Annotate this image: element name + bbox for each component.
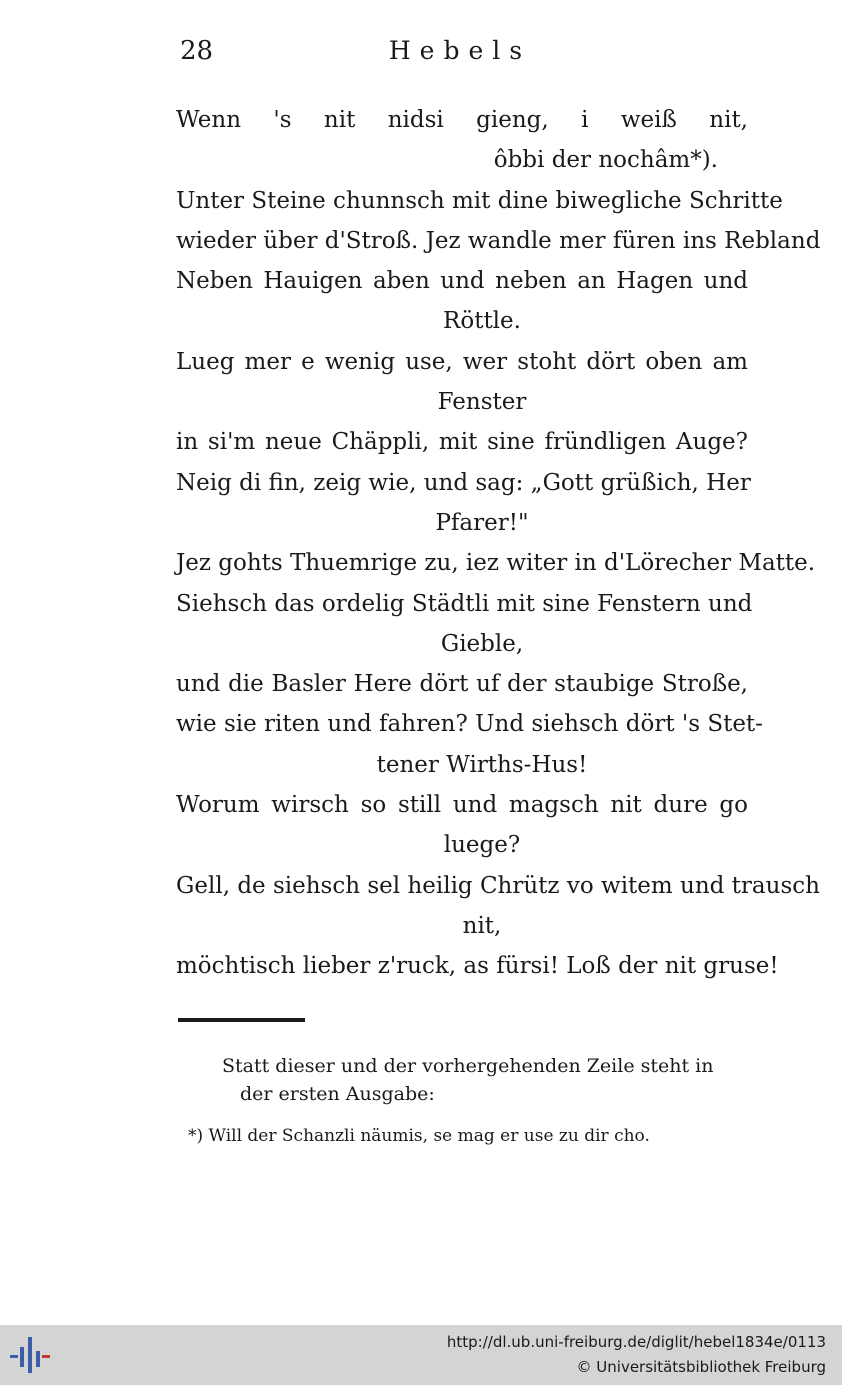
library-logo-icon[interactable]: [8, 1333, 52, 1377]
verse-line: Worum wirsch so still und magsch nit dure go: [176, 792, 748, 819]
footnote-line: der ersten Ausgabe:: [240, 1083, 435, 1105]
running-head: Hebels: [388, 36, 532, 65]
verse-line: Röttle.: [443, 308, 521, 335]
poem-text: [176, 100, 821, 987]
verse-line: Siehsch das ordelig Städtli mit sine Fenstern und: [176, 590, 753, 617]
verse-line: in si'm neue Chäppli, mit sine fründligen Auge?: [176, 429, 748, 456]
verse-line: Fenster: [437, 389, 527, 416]
copyright-text: © Universitätsbibliothek Freiburg: [576, 1358, 826, 1376]
verse-line: Lueg mer e wenig use, wer stoht dört oben am: [176, 348, 748, 375]
verse-line: Jez gohts Thuemrige zu, iez witer in d'Lörecher Matte.: [176, 550, 816, 577]
verse-line: wie sie riten und fahren? Und siehsch dört 's Stet-: [176, 711, 763, 738]
verse-line: wieder über d'Stroß. Jez wandle mer füren ins Rebland: [176, 227, 821, 254]
document-url-link[interactable]: http://dl.ub.uni-freiburg.de/diglit/hebel1834e/0113: [446, 1333, 826, 1351]
verse-line: tener Wirths-Hus!: [376, 751, 588, 778]
verse-line: Pfarer!": [435, 509, 529, 536]
footnote: [188, 1052, 740, 1150]
page-header: [180, 36, 740, 76]
verse-line: Neig di fin, zeig wie, und sag: „Gott grüßich, Her: [176, 469, 751, 496]
verse-line: Wenn 's nit nidsi gieng, i weiß nit,: [176, 107, 748, 133]
verse-line: nit,: [462, 912, 502, 939]
footnote-variant-line: *) Will der Schanzli näumis, se mag er use zu dir cho.: [188, 1126, 650, 1146]
verse-line: Unter Steine chunnsch mit dine biwegliche Schritte: [176, 187, 783, 214]
verse-line: luege?: [443, 832, 521, 859]
verse-line: Gieble,: [440, 630, 524, 657]
verse-line: möchtisch lieber z'ruck, as fürsi! Loß der nit gruse!: [176, 953, 779, 980]
verse-line: Gell, de siehsch sel heilig Chrütz vo witem und trausch: [176, 872, 820, 899]
verse-line: Neben Hauigen aben und neben an Hagen und: [176, 268, 748, 295]
verse-line: ôbbi der nochâm*).: [493, 147, 718, 174]
footnote-rule: [178, 1018, 305, 1022]
footnote-line: Statt dieser und der vorhergehenden Zeile steht in: [222, 1055, 714, 1077]
page-number: 28: [180, 36, 214, 66]
verse-line: und die Basler Here dört uf der staubige Stroße,: [176, 671, 748, 698]
viewer-footer: [0, 1325, 842, 1385]
